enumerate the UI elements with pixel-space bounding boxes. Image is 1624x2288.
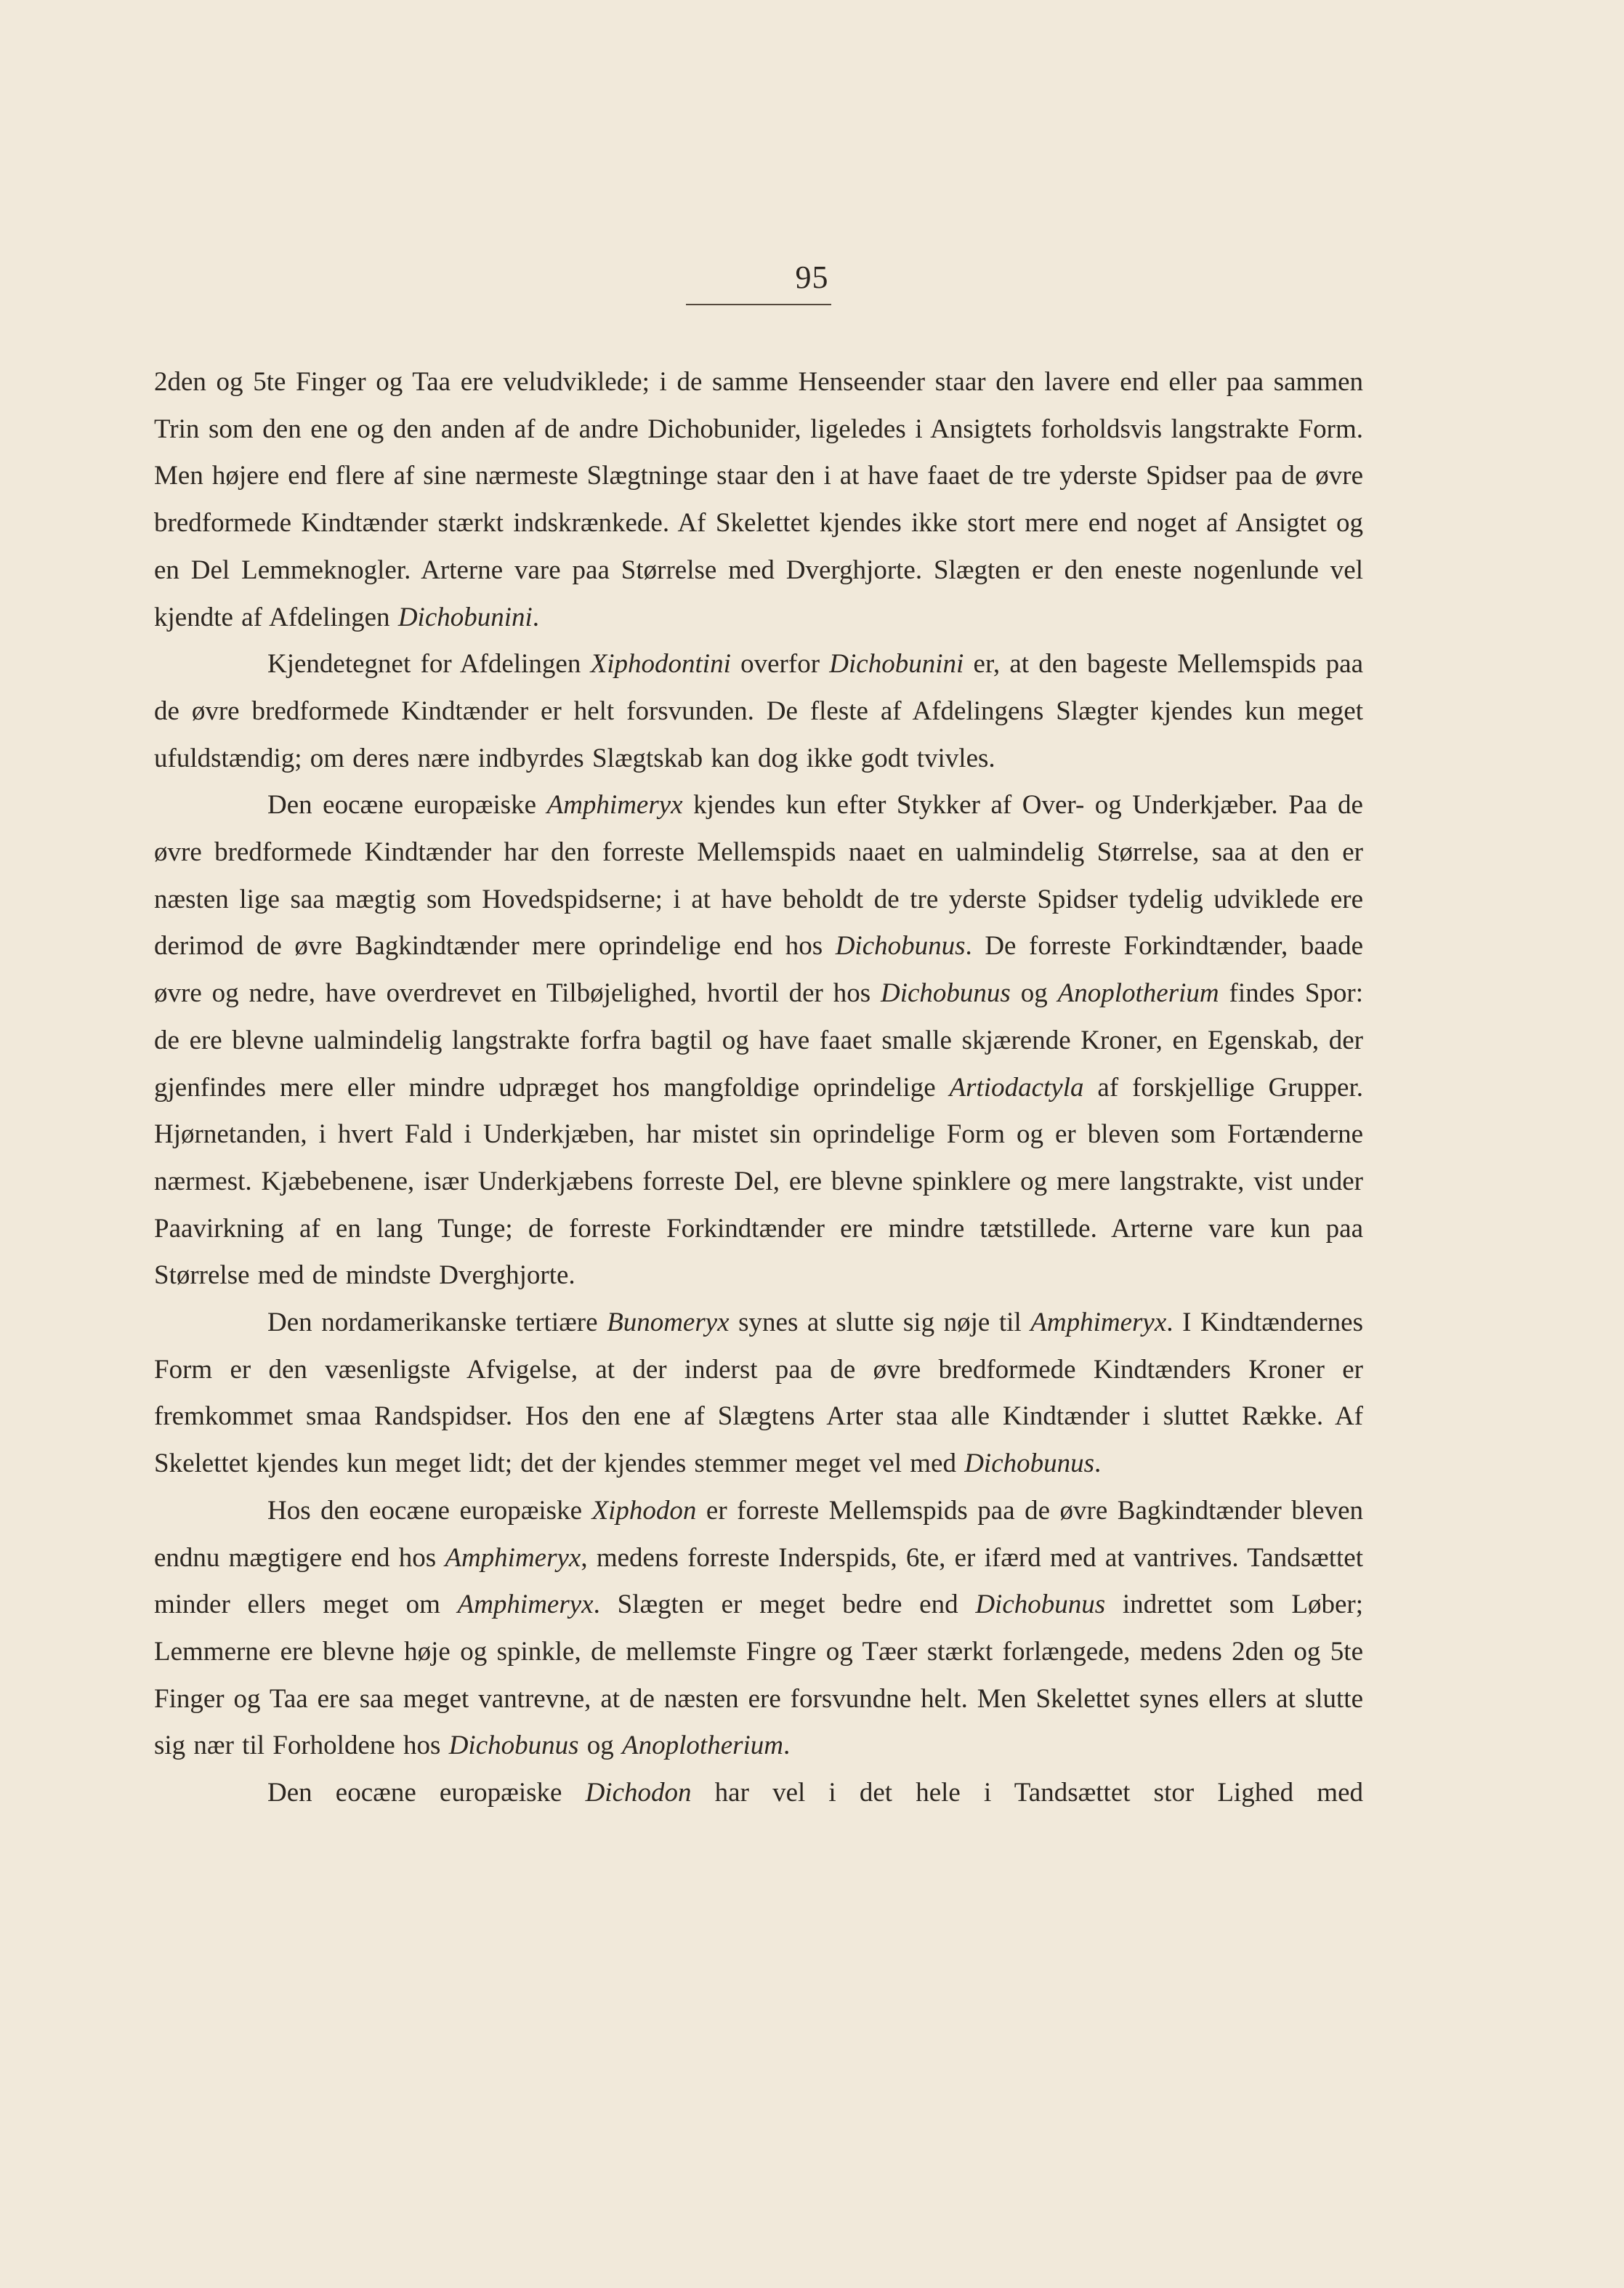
paragraph-4 <box>154 1300 1363 1488</box>
paragraph-6 <box>154 1770 1363 1817</box>
paragraph-text: Den eocæne europæiske <box>267 1778 586 1808</box>
genus-name: Dichobunini <box>397 602 533 632</box>
genus-name: Xiphodontini <box>590 649 731 680</box>
paragraph-text: af forskjellige Grupper. Hjørnetanden, i hvert Fald i Underkjæben, har mistet sin oprindelige Form og er bleven som Fortænderne nærmest. Kjæbebenene, især Underkjæbens forreste Del, ere blevne spinklere og mere langstrakte, vist under Paavirkning af en lang Tunge; de forreste Forkindtænder ere mindre tætstillede. Arterne vare kun paa Størrelse med de mindste Dverghjorte. <box>154 1072 1363 1291</box>
page-number: 95 <box>795 259 829 295</box>
genus-name: Dichobunus <box>448 1731 579 1761</box>
genus-name: Anoplotherium <box>1057 978 1219 1009</box>
paragraph-text: 2den og 5te Finger og Taa ere veludviklede; i de samme Henseender staar den lavere end eller paa sammen Trin som den ene og den anden af de andre Dichobunider, ligeledes i Ansigtets forholdsvis langstrakte Form. Men højere end flere af sine nærmeste Slægtninge staar den i at have faaet de tre yderste Spidser paa de øvre bredformede Kindtænder stærkt indskrænkede. Af Skelettet kjendes ikke stort mere end noget af Ansigtet og en Del Lemmeknogler. Arterne vare paa Størrelse med Dverghjorte. Slægten er den eneste nogenlunde vel kjendte af Afdelingen <box>154 367 1363 632</box>
paragraph-text: Hos den eocæne europæiske <box>267 1495 592 1526</box>
genus-name: Amphimeryx <box>1030 1308 1167 1338</box>
genus-name: Amphimeryx <box>457 1590 594 1620</box>
paragraph-text: . <box>1094 1449 1102 1479</box>
genus-name: Dichobunus <box>964 1449 1095 1479</box>
genus-name: Anoplotherium <box>622 1731 784 1761</box>
genus-name: Dichobunus <box>881 978 1011 1009</box>
paragraph-text: og <box>578 1731 623 1761</box>
paragraph-text: kjendes kun efter Stykker af Over- og Underkjæber. Paa de øvre bredformede Kindtænder har den forreste Mellemspids naaet en ualmindelig Størrelse, saa at den er næsten lige saa mægtig som Hovedspidserne; i at have beholdt de tre yderste Spidser tydelig udviklede ere derimod de øvre Bagkindtænder mere oprindelige end hos <box>154 790 1363 962</box>
genus-name: Bunomeryx <box>607 1308 730 1338</box>
paragraph-text: og <box>1010 978 1058 1009</box>
paragraph-text: . I Kindtændernes Form er den væsenligste Afvigelse, at der inderst paa de øvre bredformede Kindtænders Kroner er fremkommet smaa Randspidser. Hos den ene af Slægtens Arter staa alle Kindtænder i sluttet Række. Af Skelettet kjendes kun meget lidt; det der kjendes stemmer meget vel med <box>154 1308 1363 1479</box>
genus-name: Dichobunus <box>975 1590 1106 1620</box>
paragraph-2 <box>154 641 1363 782</box>
body-text <box>154 359 1363 1817</box>
paragraph-text: . <box>783 1731 791 1761</box>
paragraph-text: er, at den bageste Mellemspids paa de øvre bredformede Kindtænder er helt forsvunden. De fleste af Afdelingens Slægter kjendes kun meget ufuldstændig; om deres nære indbyrdes Slægtskab kan dog ikke godt tvivles. <box>154 649 1364 773</box>
paragraph-text: har vel i det hele i Tandsættet stor Lighed med <box>691 1778 1363 1808</box>
page-number-rule <box>686 304 831 305</box>
paragraph-text: Den nordamerikanske tertiære <box>267 1308 607 1338</box>
paragraph-text: findes Spor: de ere blevne ualmindelig langstrakte forfra bagtil og have faaet smalle skjærende Kroner, en Egenskab, der gjenfindes mere eller mindre udpræget hos mangfoldige oprindelige <box>154 978 1364 1103</box>
paragraph-text: er forreste Mellemspids paa de øvre Bagkindtænder bleven endnu mægtigere end hos <box>154 1495 1363 1573</box>
genus-name: Dichodon <box>585 1778 692 1808</box>
paragraph-text: overfor <box>730 649 830 680</box>
genus-name: Dichobunus <box>835 931 966 962</box>
genus-name: Artiodactyla <box>949 1072 1084 1103</box>
paragraph-text: Kjendetegnet for Afdelingen <box>267 649 591 680</box>
paragraph-text: . De forreste Forkindtænder, baade øvre og nedre, have overdrevet en Tilbøjelighed, hvortil der hos <box>154 931 1364 1009</box>
genus-name: Xiphodon <box>591 1495 697 1526</box>
genus-name: Amphimeryx <box>445 1542 581 1573</box>
paragraph-text: , medens forreste Inderspids, 6te, er ifærd med at vantrives. Tandsættet minder ellers meget om <box>154 1542 1363 1620</box>
paragraph-text: indrettet som Løber; Lemmerne ere blevne høje og spinkle, de mellemste Fingre og Tæer stærkt forlængede, medens 2den og 5te Finger og Taa ere saa meget vantrevne, at de næsten ere forsvundne helt. Men Skelettet synes ellers at slutte sig nær til Forholdene hos <box>154 1590 1363 1761</box>
genus-name: Amphimeryx <box>546 790 683 821</box>
paragraph-1 <box>154 359 1363 641</box>
paragraph-text: Den eocæne europæiske <box>267 790 547 821</box>
paragraph-5 <box>154 1488 1363 1770</box>
paragraph-text: . <box>532 602 540 632</box>
paragraph-3 <box>154 782 1363 1300</box>
paragraph-text: synes at slutte sig nøje til <box>729 1308 1031 1338</box>
genus-name: Dichobunini <box>829 649 964 680</box>
paragraph-text: . Slægten er meget bedre end <box>593 1590 976 1620</box>
